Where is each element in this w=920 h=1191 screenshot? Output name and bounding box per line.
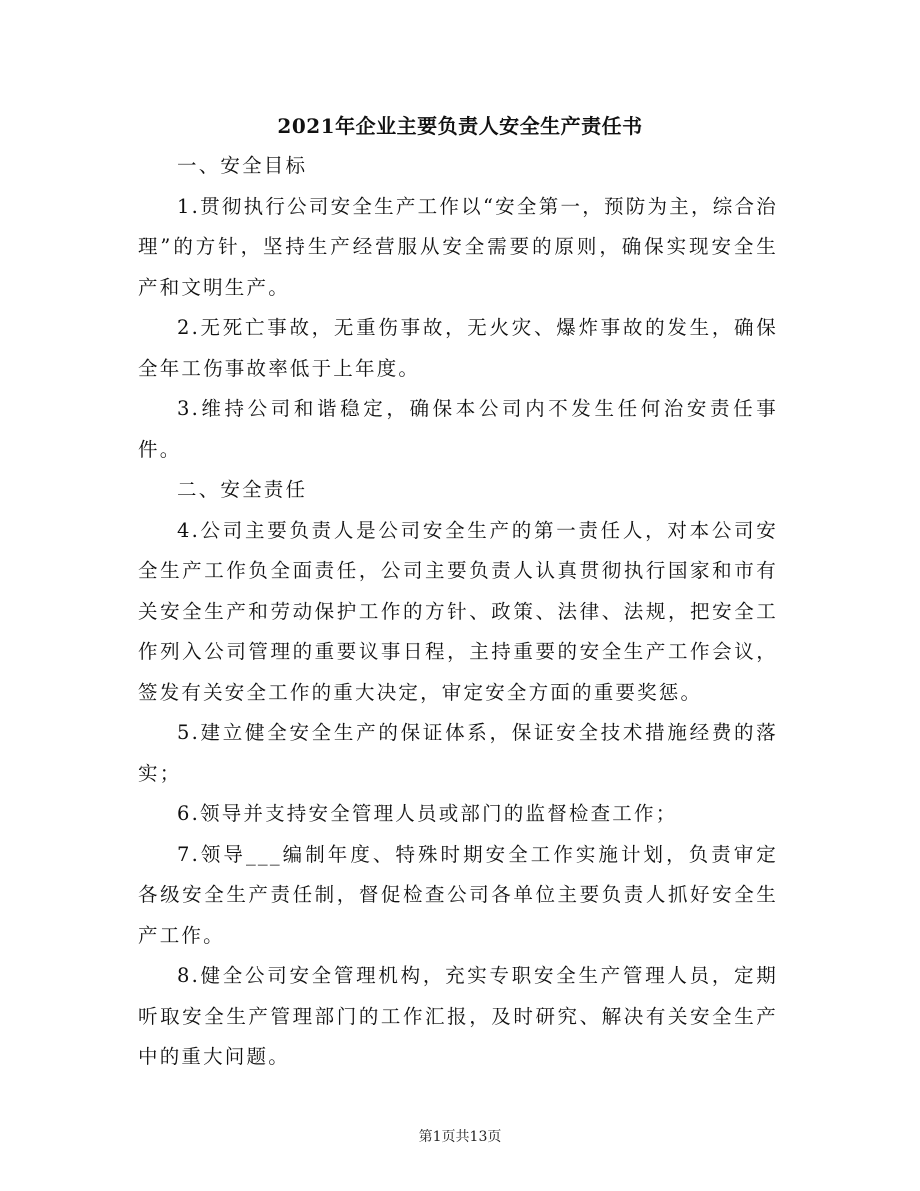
document-title: 2021年企业主要负责人安全生产责任书 [277, 114, 643, 138]
page-number-footer: 第1页共13页 [418, 1129, 502, 1145]
paragraph-3: 3.维持公司和谐稳定，确保本公司内不发生任何治安责任事件。 [138, 397, 778, 461]
paragraph-7: 7.领导___编制年度、特殊时期安全工作实施计划，负责审定各级安全生产责任制，督促检查公司各单位主要负责人抓好安全生产工作。 [138, 842, 778, 947]
section-heading-safety-goals: 一、安全目标 [177, 154, 308, 177]
section-heading-safety-responsibility: 二、安全责任 [177, 478, 308, 501]
paragraph-8: 8.健全公司安全管理机构，充实专职安全生产管理人员，定期听取安全生产管理部门的工作汇报，及时研究、解决有关安全生产中的重大问题。 [138, 964, 778, 1068]
paragraph-5: 5.建立健全安全生产的保证体系，保证安全技术措施经费的落实； [138, 721, 778, 785]
paragraph-2: 2.无死亡事故，无重伤事故，无火灾、爆炸事故的发生，确保全年工伤事故率低于上年度。 [138, 316, 778, 380]
paragraph-6: 6.领导并支持安全管理人员或部门的监督检查工作； [177, 802, 678, 825]
document-body [138, 146, 778, 1078]
paragraph-1: 1.贯彻执行公司安全生产工作以“安全第一，预防为主，综合治理”的方针，坚持生产经营服从安全需要的原则，确保实现安全生产和文明生产。 [138, 194, 778, 299]
paragraph-4: 4.公司主要负责人是公司安全生产的第一责任人，对本公司安全生产工作负全面责任，公司主要负责人认真贯彻执行国家和市有关安全生产和劳动保护工作的方针、政策、法律、法规，把安全工作列入公司管理的重要议事日程，主持重要的安全生产工作会议，签发有关安全工作的重大决定，审定安全方面的重要奖惩。 [138, 518, 778, 704]
